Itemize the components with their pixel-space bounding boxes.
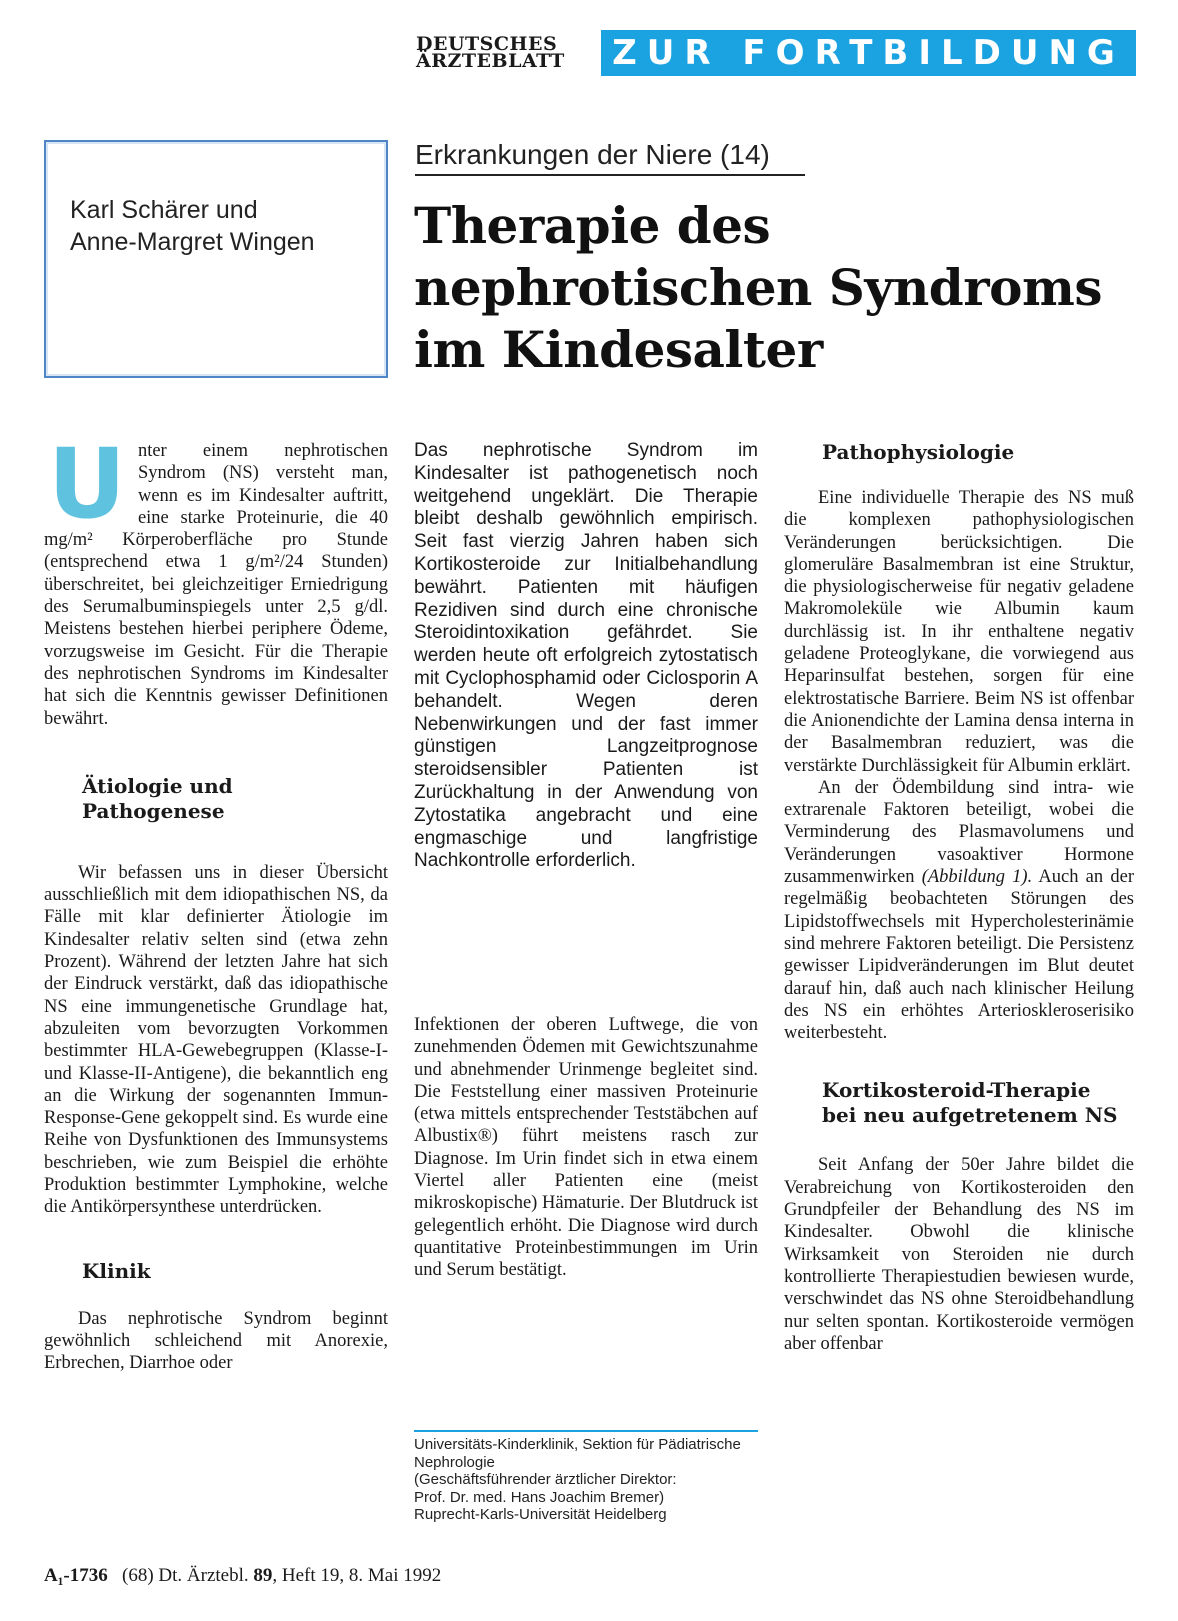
heading-line: Kortikosteroid-Therapie bbox=[822, 1078, 1091, 1103]
text-run: Auch an der regelmäßig beobachteten Störungen des Lipidstoffwechsels mit Hypercholesterinämie sind mehrere Faktoren beteiligt. Die Persistenz gewisser Lipidveränderungen im Blut deutet darauf hin, daß auch nach klinischer Heilung des NS ein erhöhtes Arterioskleroserisiko weiterbesteht. bbox=[784, 867, 1134, 1044]
article-title bbox=[414, 195, 1144, 381]
drop-cap: U bbox=[48, 428, 126, 540]
series-title: Erkrankungen der Niere (14) bbox=[415, 136, 805, 176]
volume-number: 89 bbox=[253, 1565, 273, 1586]
heading-line: Ätiologie und bbox=[82, 773, 233, 798]
heading-klinik: Klinik bbox=[82, 1258, 151, 1283]
paragraph-klinik: Das nephrotische Syndrom beginnt gewöhnlich schleichend mit Anorexie, Erbrechen, Diarrhoe oder bbox=[44, 1308, 388, 1374]
affiliation-line-4: Ruprecht-Karls-Universität Heidelberg bbox=[414, 1506, 667, 1523]
authors-box bbox=[44, 140, 388, 378]
paragraph-aetiologie: Wir befassen uns in dieser Übersicht ausschließlich mit dem idiopathischen NS, da Fälle mit klar definierter Ätiologie im Kindesalter relativ selten sind (etwa zehn Prozent). Während der letzten Jahre hat sich der Eindruck verstärkt, daß das idiopathische NS eine immungenetische Grundlage hat, abzuleiten vom bevorzugten Vorkommen bestimmter HLA-Gewebegruppen (Klasse-I- und Klasse-II-Antigene), die bekanntlich eng an die Wirkung der sogenannten Immun-Response-Gene gekoppelt sind. Es wurde eine Reihe von Dysfunktionen des Immunsystems beschrieben, wie zum Beispiel die erhöhte Produktion bestimmter Lymphokine, welche die Antikörpersynthese unterdrücken. bbox=[44, 862, 388, 1218]
issue-date: , Heft 19, 8. Mai 1992 bbox=[272, 1565, 442, 1586]
author-affiliation bbox=[414, 1430, 758, 1524]
column-3 bbox=[784, 440, 1134, 1355]
heading-aetiologie bbox=[44, 774, 388, 824]
heading-line: Pathogenese bbox=[82, 798, 225, 823]
column-2 bbox=[414, 440, 758, 873]
affiliation-line-2: (Geschäftsführender ärztlicher Direktor: bbox=[414, 1471, 677, 1488]
heading-kortikosteroid bbox=[784, 1078, 1134, 1128]
affiliation-line-3: Prof. Dr. med. Hans Joachim Bremer) bbox=[414, 1488, 665, 1506]
column-2-continued bbox=[414, 1014, 758, 1282]
heading-line: bei neu aufgetretenem NS bbox=[822, 1103, 1118, 1128]
section-banner: ZUR FORTBILDUNG bbox=[601, 30, 1136, 76]
masthead-line2: ÄRZTEBLATT bbox=[416, 50, 565, 72]
citation: (68) Dt. Ärztebl. bbox=[122, 1565, 254, 1586]
page-number: A₁-1736 bbox=[44, 1565, 108, 1586]
title-line-1: Therapie des bbox=[414, 196, 771, 255]
paragraph-kortikosteroid: Seit Anfang der 50er Jahre bildet die Verabreichung von Kortikosteroiden den Grundpfeiler der Behandlung des NS im Kindesalter. Obwohl die klinische Wirksamkeit von Steroiden nie durch kontrollierte Therapiestudien bewiesen wurde, verschwindet das NS ohne Steroidbehandlung nur selten spontan. Kortikosteroide vermögen aber offenbar bbox=[784, 1155, 1134, 1354]
title-line-2: nephrotischen Syndroms bbox=[414, 258, 1102, 317]
heading-pathophysiologie: Pathophysiologie bbox=[822, 440, 1015, 464]
author-line-2: Anne-Margret Wingen bbox=[70, 228, 315, 256]
journal-masthead bbox=[416, 33, 586, 72]
figure-reference: (Abbildung 1). bbox=[921, 867, 1033, 888]
affiliation-line-1: Universitäts-Kinderklinik, Sektion für Pädiatrische Nephrologie bbox=[414, 1436, 741, 1471]
paragraph-oedem bbox=[784, 777, 1134, 1045]
column-1 bbox=[44, 428, 388, 1375]
masthead-line1: DEUTSCHES bbox=[416, 33, 558, 55]
authors bbox=[70, 194, 315, 258]
page-footer bbox=[44, 1564, 744, 1588]
paragraph-klinik-continued: Infektionen der oberen Luftwege, die von zunehmenden Ödemen mit Gewichtszunahme und abnehmender Urinmenge begleitet sind. Die Feststellung einer massiven Proteinurie (etwa mittels entsprechender Teststäbchen auf Albustix®) führt meistens rasch zur Diagnose. Im Urin findet sich in etwa einem Viertel aller Patienten eine (meist mikroskopische) Hämaturie. Der Blutdruck ist gelegentlich erhöht. Die Diagnose wird durch quantitative Proteinbestimmungen im Urin und Serum bestätigt. bbox=[414, 1015, 758, 1281]
intro-paragraph: nter einem nephrotischen Syndrom (NS) versteht man, wenn es im Kindesalter auftritt, eine starke Proteinurie, die 40 mg/m² Körperoberfläche pro Stunde (entsprechend etwa 1 g/m²/24 Stunden) überschreitet, bei gleichzeitiger Erniedrigung des Serumalbuminspiegels unter 2,5 g/dl. Meistens bestehen hierbei periphere Ödeme, vorzugsweise im Gesicht. Für die Therapie des nephrotischen Syndroms im Kindesalter hat sich die Kenntnis gewisser Definitionen bewährt. bbox=[44, 441, 388, 729]
text-run: An der Ödembildung sind intra- wie extrarenale Faktoren beteiligt, wobei die Verminderung des Plasmavolumens und Veränderungen vasoaktiver Hormone zusammenwirken bbox=[784, 777, 1134, 888]
abstract-paragraph: Das nephrotische Syndrom im Kindesalter ist pathogenetisch noch weitgehend ungeklärt. Die Therapie bleibt deshalb gewöhnlich empirisch. Seit fast vierzig Jahren haben sich Kortikosteroide zur Initialbehandlung bewährt. Patienten mit häufigen Rezidiven sind durch eine chronische Steroidintoxikation gefährdet. Sie werden heute oft erfolgreich zytostatisch mit Cyclophosphamid oder Ciclosporin A behandelt. Wegen deren Nebenwirkungen und der fast immer günstigen Langzeitprognose steroidsensibler Patienten ist Zurückhaltung in der Anwendung von Zytostatika angebracht und eine engmaschige und langfristige Nachkontrolle erforderlich. bbox=[414, 440, 758, 872]
title-line-3: im Kindesalter bbox=[414, 320, 823, 379]
author-line-1: Karl Schärer und bbox=[70, 196, 258, 224]
paragraph-pathophysiologie: Eine individuelle Therapie des NS muß die komplexen pathophysiologischen Veränderungen berücksichtigen. Die glomeruläre Basalmembran ist eine Struktur, die physiologischerweise für negativ geladene Makromoleküle wie Albumin kaum durchlässig ist. In ihr enthaltene negativ geladene Proteoglykane, die vorwiegend aus Heparinsulfat bestehen, sorgen für eine elektrostatische Barriere. Beim NS ist offenbar die Anionendichte der Lamina densa interna in der Basalmembran reduziert, was die verstärkte Durchlässigkeit für Albumin erklärt. bbox=[784, 488, 1134, 776]
